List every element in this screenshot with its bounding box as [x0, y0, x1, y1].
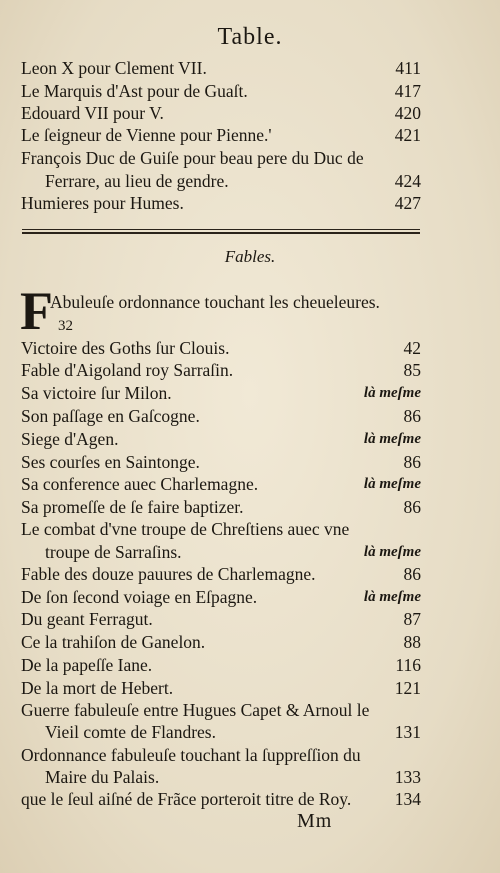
entry-page: 85 — [403, 360, 421, 380]
entry-text: Guerre fabuleuſe entre Hugues Capet & Arnoul le — [21, 700, 370, 720]
entry-page: 424 — [394, 171, 421, 191]
drop-cap: F — [20, 281, 53, 341]
index-entry — [21, 79, 421, 103]
entry-text: De ſon ſecond voiage en Eſpagne. — [21, 587, 258, 607]
entry-text: Sa promeſſe de ſe faire baptizer. — [21, 497, 244, 517]
entry-page: 86 — [403, 497, 421, 517]
entry-page: 421 — [394, 125, 421, 145]
index-entry — [21, 653, 421, 677]
page-title: Table. — [217, 24, 283, 50]
entry-text: Le ſeigneur de Vienne pour Pienne.' — [21, 125, 272, 145]
entry-text: troupe de Sarraſins. — [45, 542, 182, 562]
entry-text: Ordonnance fabuleuſe touchant la ſuppreſſion du — [21, 745, 361, 765]
index-entry — [21, 787, 421, 811]
index-entry — [21, 540, 421, 564]
entry-page: 88 — [403, 632, 421, 652]
entry-text: Du geant Ferragut. — [21, 609, 153, 629]
index-entry — [21, 358, 421, 382]
entry-page: 417 — [394, 81, 421, 101]
entry-page: 411 — [395, 58, 421, 78]
entry-page: 116 — [395, 655, 421, 675]
index-entry — [21, 676, 421, 700]
entry-page: 427 — [394, 193, 421, 213]
entry-page: là meſme — [363, 544, 421, 560]
divider-rule — [22, 229, 420, 230]
entry-text: Humieres pour Humes. — [21, 193, 184, 213]
divider-rule — [22, 232, 420, 234]
index-entry — [21, 698, 421, 722]
entry-page: 87 — [403, 609, 421, 629]
index-entry — [21, 381, 421, 405]
entry-text: Sa conference auec Charlemagne. — [21, 474, 259, 494]
entry-page: 131 — [394, 722, 421, 742]
signature-mark: Mm — [297, 810, 333, 832]
entry-page: 420 — [394, 103, 421, 123]
entry-text: Abuleuſe ordonnance touchant les cheueleures. — [50, 292, 380, 312]
index-entry — [21, 123, 421, 147]
index-entry — [21, 450, 421, 474]
index-entry — [21, 517, 421, 541]
entry-text: Son paſſage en Gaſcogne. — [21, 406, 200, 426]
entry-page: 42 — [403, 338, 421, 358]
index-entry — [21, 585, 421, 609]
entry-page: là meſme — [363, 431, 421, 447]
entry-text: Siege d'Agen. — [21, 429, 119, 449]
entry-page: 32 — [58, 318, 73, 334]
entry-text: que le ſeul aiſné de Frãce porteroit titre de Roy. — [21, 789, 352, 809]
entry-page: là meſme — [363, 476, 421, 492]
entry-text: Victoire des Goths ſur Clouis. — [21, 338, 230, 358]
index-entry — [21, 472, 421, 496]
entry-page: 121 — [394, 678, 421, 698]
index-entry — [21, 743, 421, 767]
index-entry — [21, 336, 421, 360]
entry-page: 86 — [403, 452, 421, 472]
entry-text: Ce la trahiſon de Ganelon. — [21, 632, 206, 652]
entry-text: De la mort de Hebert. — [21, 678, 174, 698]
index-entry — [21, 495, 421, 519]
index-entry — [21, 562, 421, 586]
index-entry — [21, 427, 421, 451]
index-entry — [21, 169, 421, 193]
section-heading: Fables. — [224, 247, 276, 266]
index-entry — [21, 101, 421, 125]
index-entry — [21, 607, 421, 631]
entry-text: Leon X pour Clement VII. — [21, 58, 207, 78]
index-entry — [21, 720, 421, 744]
index-entry — [21, 146, 421, 170]
index-entry — [21, 765, 421, 789]
entry-page: là meſme — [363, 385, 421, 401]
entry-page: 134 — [394, 789, 421, 809]
index-entry — [21, 191, 421, 215]
entry-text: Maire du Palais. — [45, 767, 160, 787]
entry-page: 86 — [403, 406, 421, 426]
entry-text: De la papeſſe Iane. — [21, 655, 153, 675]
entry-text: François Duc de Guiſe pour beau pere du Duc de — [21, 148, 364, 168]
entry-text: Le Marquis d'Ast pour de Guaſt. — [21, 81, 248, 101]
entry-text: Fable d'Aigoland roy Sarraſin. — [21, 360, 234, 380]
entry-text: Vieil comte de Flandres. — [45, 722, 216, 742]
entry-page: 133 — [394, 767, 421, 787]
entry-text: Ferrare, au lieu de gendre. — [45, 171, 229, 191]
entry-text: Le combat d'vne troupe de Chreſtiens auec vne — [21, 519, 350, 539]
entry-text: Edouard VII pour V. — [21, 103, 164, 123]
entry-page: 86 — [403, 564, 421, 584]
index-entry — [21, 56, 421, 80]
index-entry — [21, 404, 421, 428]
entry-page: là meſme — [363, 589, 421, 605]
index-entry — [21, 630, 421, 654]
entry-text: Fable des douze pauures de Charlemagne. — [21, 564, 316, 584]
index-entry — [50, 290, 422, 314]
entry-text: Ses courſes en Saintonge. — [21, 452, 200, 472]
entry-text: Sa victoire ſur Milon. — [21, 383, 172, 403]
